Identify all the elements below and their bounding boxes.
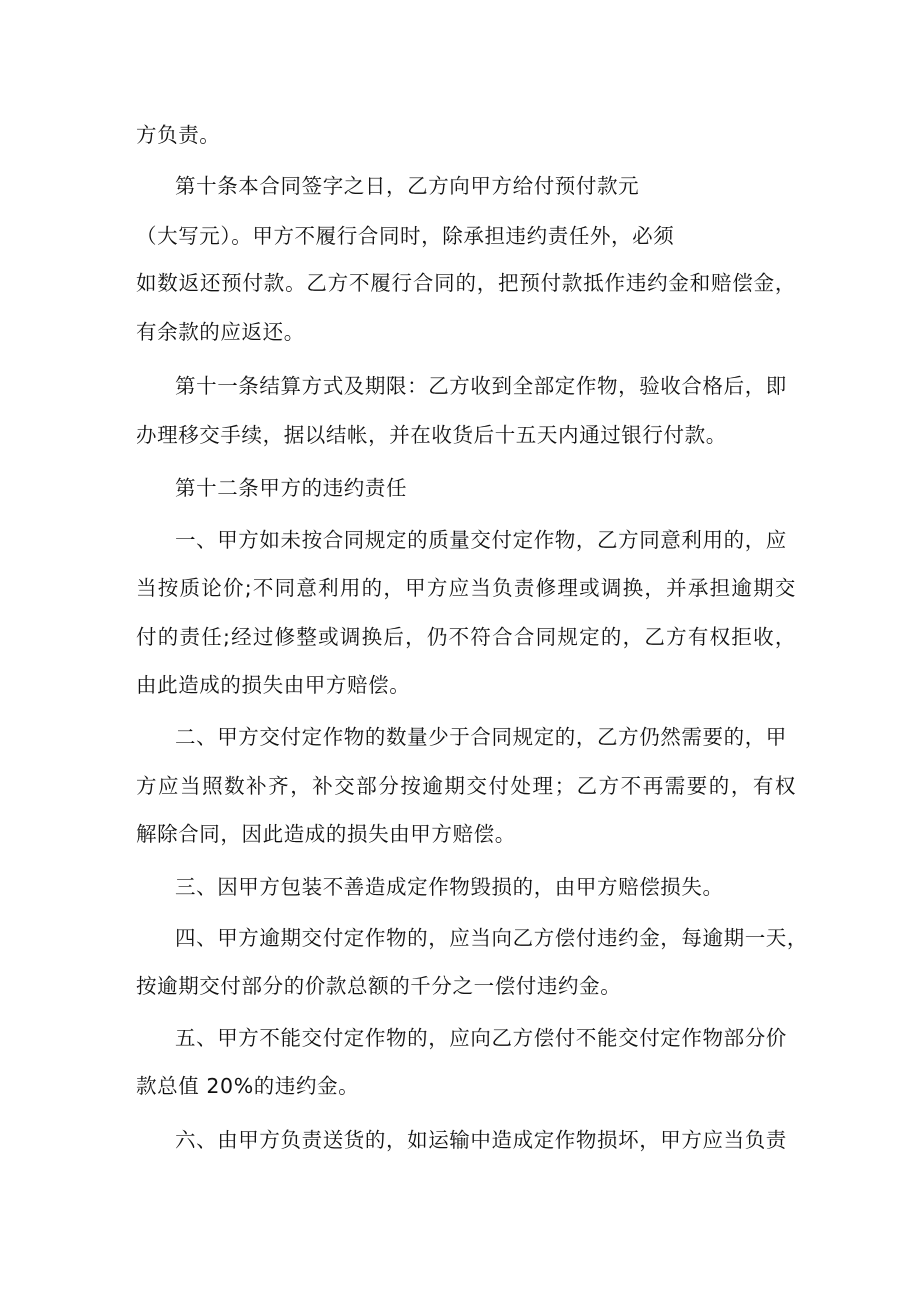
text-line: 四、甲方逾期交付定作物的，应当向乙方偿付违约金，每逾期一天， (175, 926, 808, 950)
text-line: 办理移交手续，据以结帐，并在收货后十五天内通过银行付款。 (136, 423, 727, 447)
text-line: 如数返还预付款。乙方不履行合同的，把预付款抵作违约金和赔偿金， (136, 271, 796, 295)
text-line: 由此造成的损失由甲方赔偿。 (136, 673, 411, 697)
text-line: 二、甲方交付定作物的数量少于合同规定的，乙方仍然需要的，甲 (175, 725, 787, 749)
text-line: 方应当照数补齐，补交部分按逾期交付处理；乙方不再需要的，有权 (136, 774, 796, 798)
section-heading: 第十二条甲方的违约责任 (175, 476, 408, 500)
text-line: 款总值 20%的违约金。 (136, 1074, 360, 1098)
text-line: 第十一条结算方式及期限：乙方收到全部定作物，验收合格后，即 (175, 374, 787, 398)
text-line: 五、甲方不能交付定作物的，应向乙方偿付不能交付定作物部分价 (175, 1026, 787, 1050)
text-line: 按逾期交付部分的价款总额的千分之一偿付违约金。 (136, 974, 622, 998)
text-line: 三、因甲方包装不善造成定作物毁损的，由甲方赔偿损失。 (175, 875, 724, 899)
text-line: 六、由甲方负责送货的，如运输中造成定作物损坏，甲方应当负责 (175, 1128, 787, 1152)
text-line: 有余款的应返还。 (136, 320, 305, 344)
text-line: 一、甲方如未按合同规定的质量交付定作物，乙方同意利用的，应 (175, 528, 787, 552)
text-line: 当按质论价;不同意利用的，甲方应当负责修理或调换，并承担逾期交 (136, 576, 796, 600)
text-line: 方负责。 (136, 123, 221, 147)
text-line: 解除合同，因此造成的损失由甲方赔偿。 (136, 822, 516, 846)
text-line: 第十条本合同签字之日，乙方向甲方给付预付款元 (175, 174, 640, 198)
text-line: （大写元）。甲方不履行合同时，除承担违约责任外，必须 (136, 224, 675, 248)
text-line: 付的责任;经过修整或调换后，仍不符合合同规定的，乙方有权拒收， (136, 625, 796, 649)
